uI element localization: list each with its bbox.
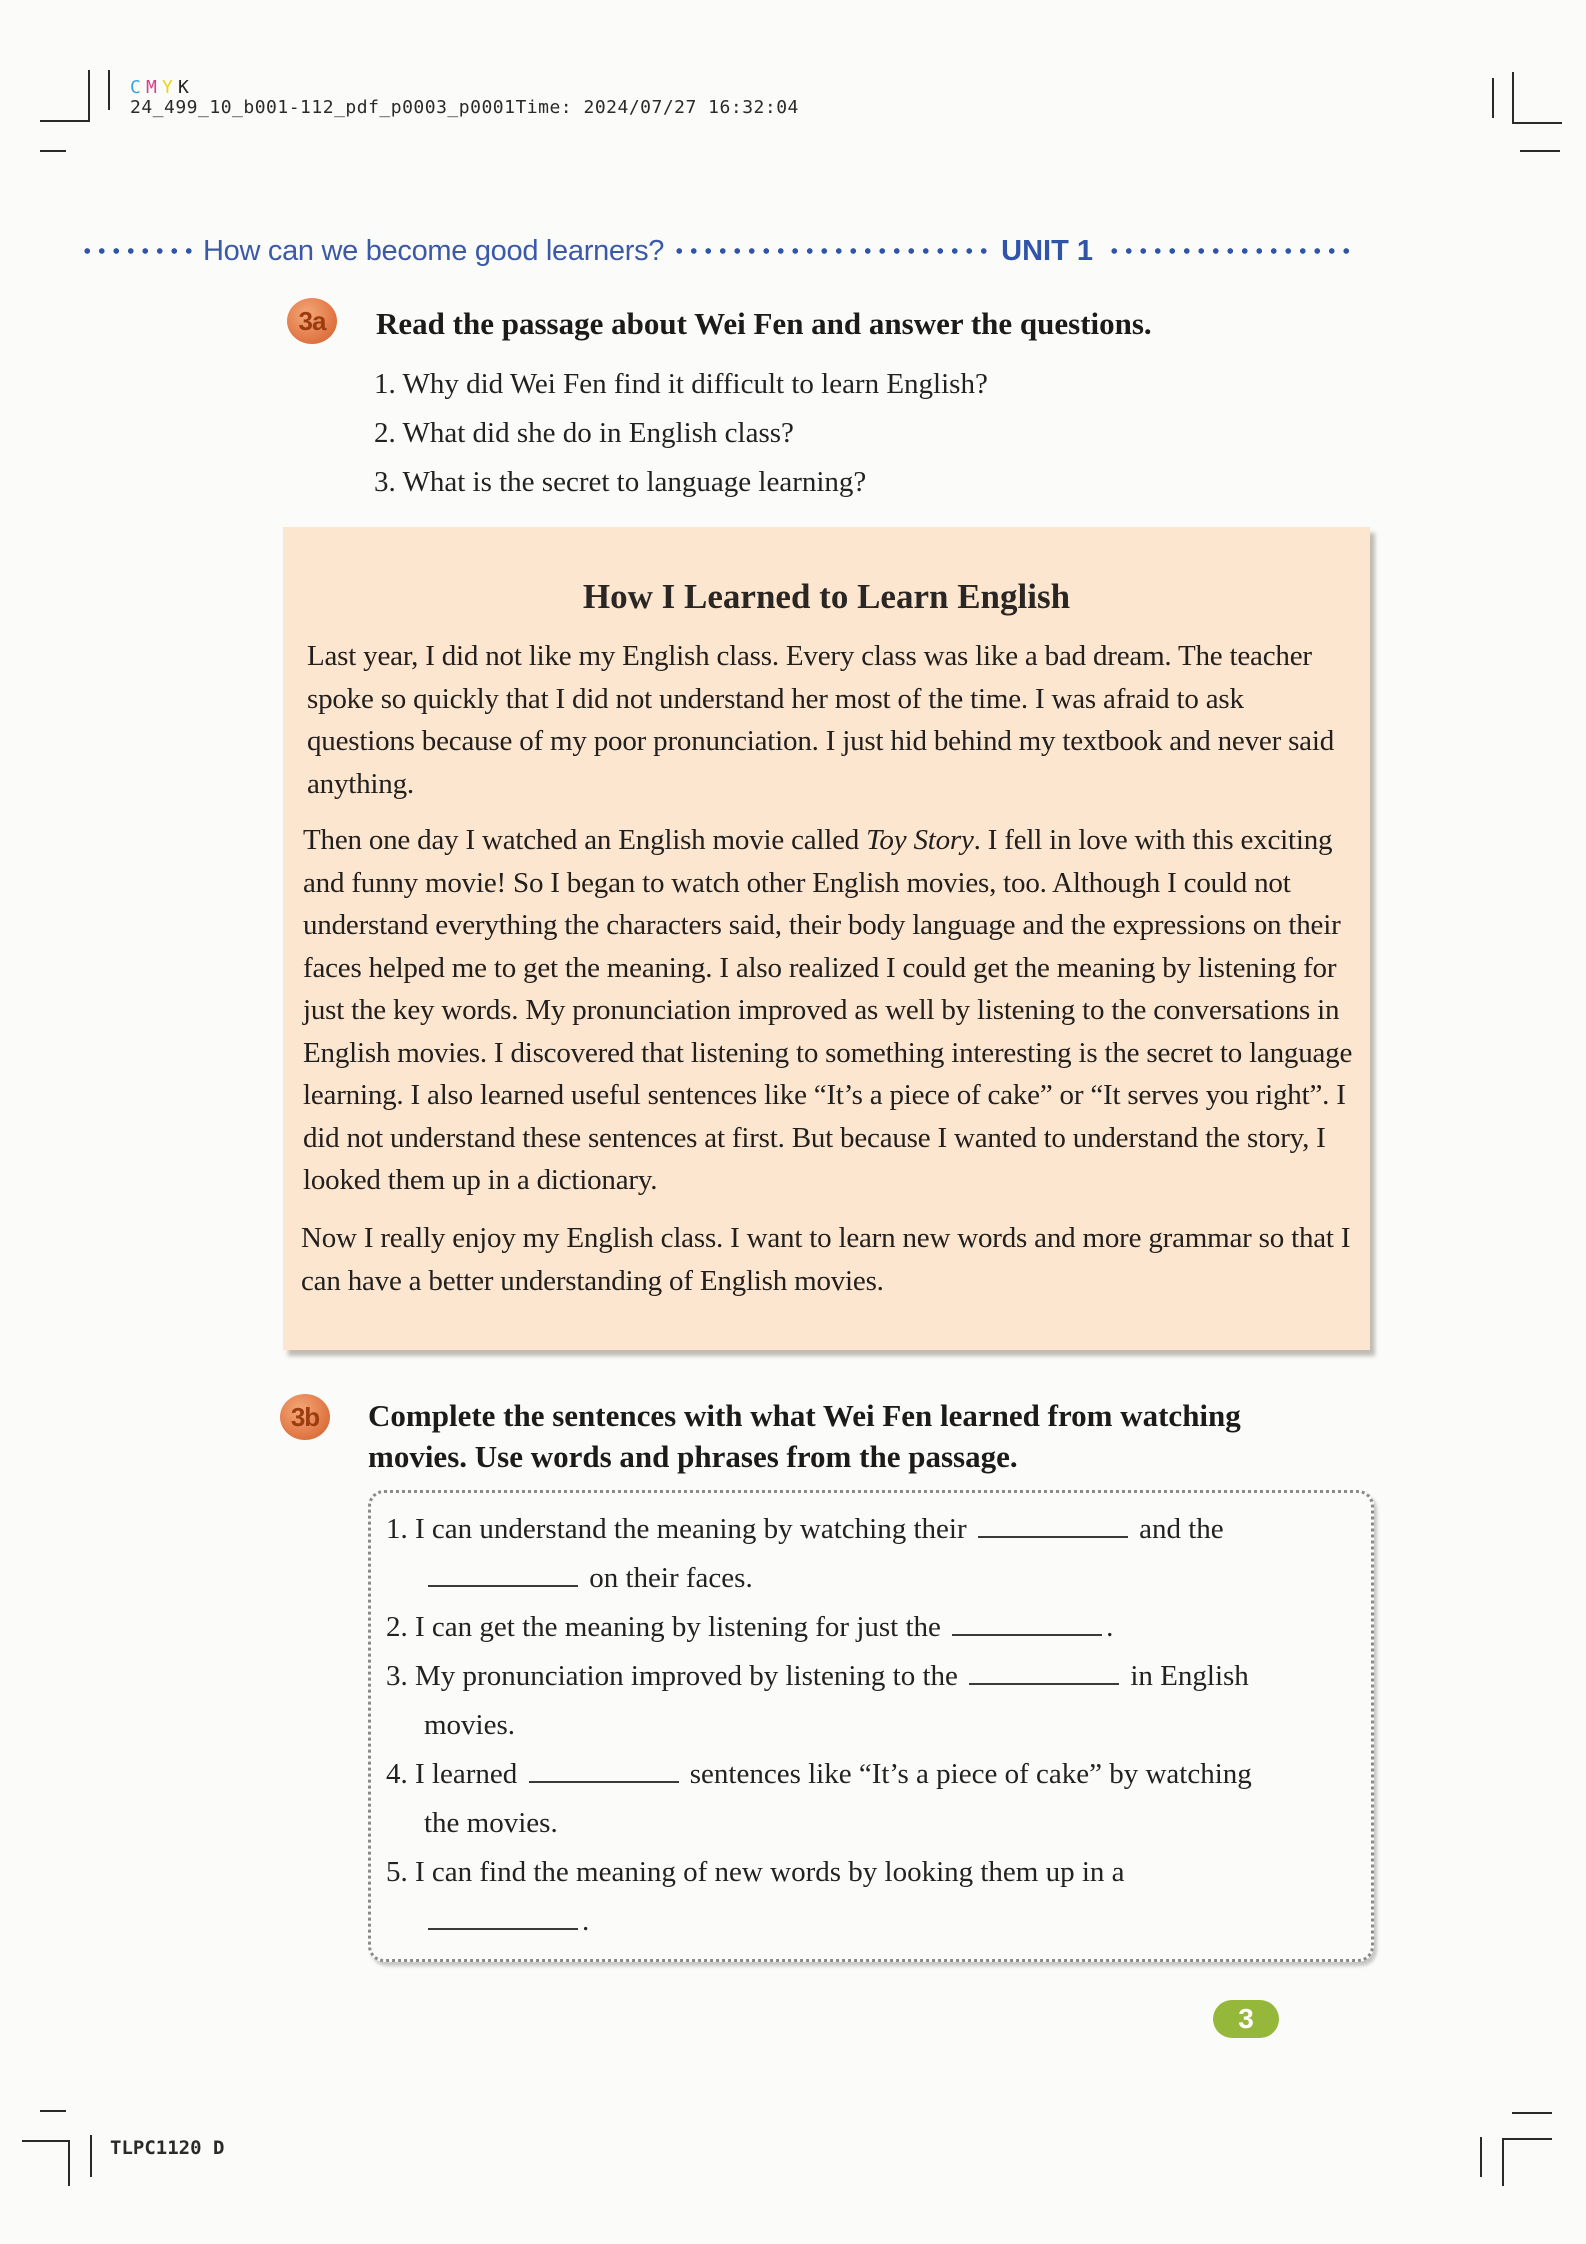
question-item: 3. What is the secret to language learning?	[374, 466, 867, 498]
instruction-3b	[368, 1395, 1241, 1477]
dot-leader	[672, 247, 987, 255]
paragraph-text: Then one day I watched an English movie called	[303, 824, 867, 856]
cmyk-marks	[130, 78, 799, 98]
sentence-text: and the	[1139, 1513, 1224, 1545]
movie-title: Toy Story	[866, 824, 974, 856]
sentence-text: on their faces.	[589, 1562, 753, 1594]
section-badge-3a: 3a	[287, 298, 337, 344]
crop-mark	[1520, 150, 1560, 152]
sentence-text: sentences like “It’s a piece of cake” by watching	[689, 1758, 1252, 1790]
exercise-item	[386, 1652, 1346, 1701]
sentence-text: 1. I can understand the meaning by watching their	[386, 1513, 967, 1545]
dot-leader	[80, 247, 195, 255]
crop-mark	[68, 2140, 70, 2186]
exercise-item-continued	[386, 1897, 1346, 1946]
exercise-item-continued	[386, 1701, 1346, 1750]
sentence-text: 2. I can get the meaning by listening for just the	[386, 1611, 941, 1643]
sentence-text: in English	[1130, 1660, 1249, 1692]
question-list	[374, 360, 988, 507]
exercise-item	[386, 1603, 1346, 1652]
crop-mark	[1512, 2112, 1552, 2114]
answer-blank[interactable]	[529, 1753, 679, 1783]
crop-mark	[1480, 2137, 1482, 2177]
exercise-item-continued	[386, 1554, 1346, 1603]
paragraph-text: . I fell in love with this exciting and funny movie! So I began to watch other English movies, too. Although I could not understand everything the characters said, their body language and the expressions on their faces helped me to get the meaning. I also realized I could get the meaning by listening for just the key words. My pronunciation improved as well by listening to the conversations in English movies. I discovered that listening to something interesting is the secret to language learning. I also learned useful sentences like “It’s a piece of cake” or “It serves you right”. I did not understand these sentences at first. But because I wanted to understand the story, I looked them up in a dictionary.	[303, 824, 1353, 1196]
sentence-text: movies.	[424, 1709, 516, 1741]
crop-mark	[88, 70, 90, 122]
passage-paragraph-1: Last year, I did not like my English class. Every class was like a bad dream. The teacher spoke so quickly that I did not understand her most of the time. I was afraid to ask questions because of my poor pronunciation. I just hid behind my textbook and never said anything.	[307, 640, 1334, 800]
crop-mark	[1512, 72, 1514, 124]
dot-leader	[1107, 247, 1354, 255]
crop-mark	[40, 150, 66, 152]
crop-mark	[108, 70, 110, 110]
crop-mark	[1512, 122, 1562, 124]
header-question: How can we become good learners?	[203, 234, 665, 267]
sentence-text: 5. I can find the meaning of new words by looking them up in a	[386, 1856, 1125, 1888]
cmyk-y: Y	[162, 77, 174, 98]
running-header	[80, 228, 1520, 274]
page-number: 3	[1213, 2000, 1279, 2038]
instruction-line: Complete the sentences with what Wei Fen learned from watching	[368, 1398, 1241, 1433]
crop-mark	[40, 120, 88, 122]
unit-label: UNIT 1	[1001, 234, 1093, 267]
crop-mark	[90, 2135, 92, 2177]
answer-blank[interactable]	[969, 1655, 1119, 1685]
cmyk-c: C	[130, 77, 142, 98]
exercise-list	[386, 1505, 1346, 1946]
exercise-item	[386, 1848, 1346, 1897]
answer-blank[interactable]	[978, 1508, 1128, 1538]
question-item: 2. What did she do in English class?	[374, 417, 794, 449]
sentence-text: 4. I learned	[386, 1758, 518, 1790]
passage-title: How I Learned to Learn English	[582, 577, 1071, 616]
answer-blank[interactable]	[428, 1557, 578, 1587]
exercise-item	[386, 1505, 1346, 1554]
print-slug	[130, 78, 799, 118]
crop-mark	[1502, 2138, 1552, 2140]
file-info: 24_499_10_b001-112_pdf_p0003_p0001Time: 2024/07/27 16:32:04	[130, 97, 799, 118]
instruction-line: movies. Use words and phrases from the passage.	[368, 1439, 1018, 1474]
exercise-item	[386, 1750, 1346, 1799]
crop-mark	[40, 2110, 66, 2112]
sentence-text: the movies.	[424, 1807, 558, 1839]
crop-mark	[1502, 2140, 1504, 2186]
sentence-text: .	[1106, 1611, 1114, 1643]
crop-mark	[22, 2140, 70, 2142]
reading-passage	[283, 527, 1370, 1350]
instruction-3a: Read the passage about Wei Fen and answer the questions.	[376, 306, 1152, 341]
sentence-text: .	[582, 1905, 590, 1937]
cmyk-m: M	[146, 77, 158, 98]
cmyk-k: K	[178, 77, 190, 98]
sentence-text: 3. My pronunciation improved by listening to the	[386, 1660, 958, 1692]
crop-mark	[1492, 78, 1494, 118]
answer-blank[interactable]	[952, 1606, 1102, 1636]
exercise-item-continued	[386, 1799, 1346, 1848]
passage-paragraph-3: Now I really enjoy my English class. I want to learn new words and more grammar so that I can have a better understanding of English movies.	[301, 1222, 1351, 1297]
footer-code: TLPC1120 D	[110, 2137, 225, 2159]
question-item: 1. Why did Wei Fen find it difficult to learn English?	[374, 368, 988, 400]
section-badge-3b: 3b	[280, 1394, 330, 1440]
passage-paragraph-2	[303, 819, 1353, 1202]
answer-blank[interactable]	[428, 1900, 578, 1930]
